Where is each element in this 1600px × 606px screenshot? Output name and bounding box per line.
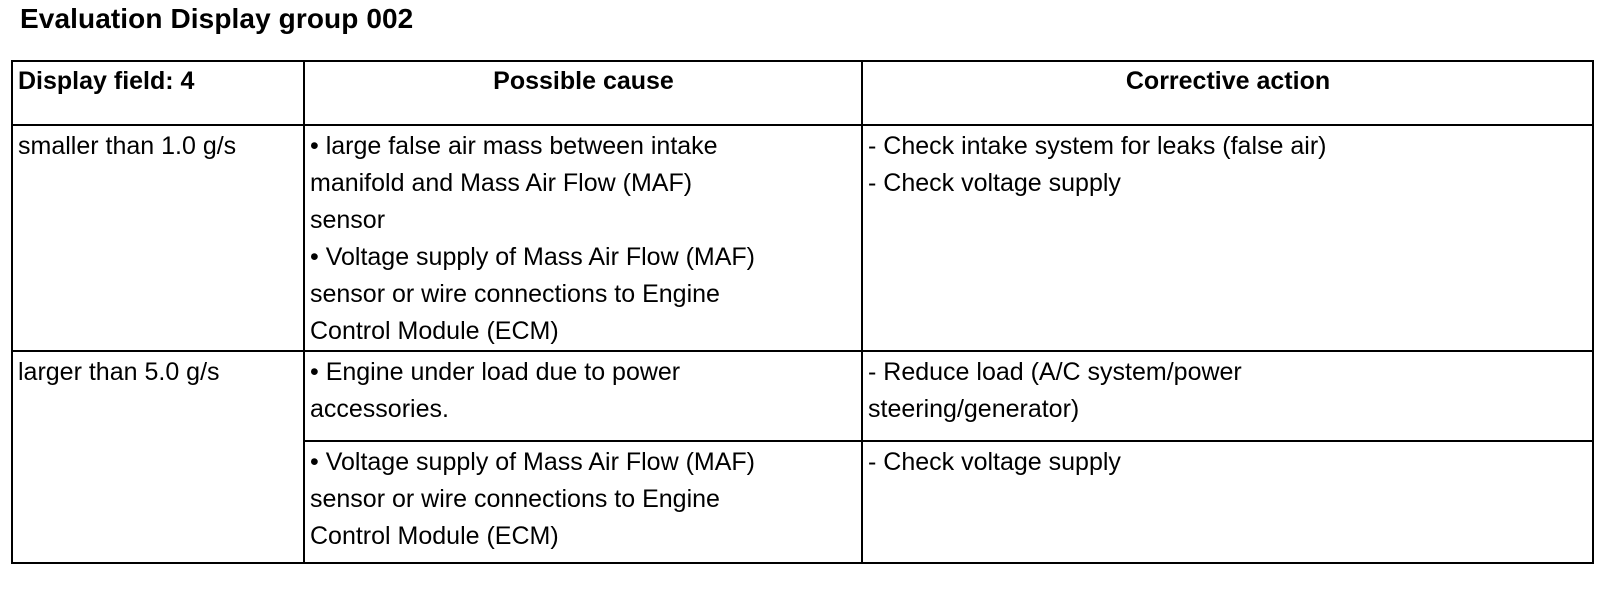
cause-line: sensor [310, 206, 386, 234]
possible-cause-cell [304, 441, 862, 563]
evaluation-table [11, 60, 1594, 564]
action-line: - Check voltage supply [868, 448, 1121, 476]
header-corrective-action: Corrective action [862, 61, 1593, 125]
table-header-row [12, 61, 1593, 125]
page-title: Evaluation Display group 002 [20, 3, 414, 34]
display-field-value: smaller than 1.0 g/s [18, 132, 237, 160]
cause-line: Control Module (ECM) [310, 522, 559, 550]
table-row [12, 351, 1593, 441]
cause-line: • Voltage supply of Mass Air Flow (MAF) [310, 448, 756, 476]
corrective-action-cell [862, 441, 1593, 563]
action-line: steering/generator) [868, 395, 1080, 423]
action-line: - Reduce load (A/C system/power [868, 358, 1242, 386]
cause-line: • large false air mass between intake [310, 132, 718, 160]
action-line: - Check intake system for leaks (false air) [868, 132, 1327, 160]
display-field-cell [12, 351, 304, 563]
cause-line: Control Module (ECM) [310, 317, 559, 345]
display-field-cell [12, 125, 304, 351]
action-line: - Check voltage supply [868, 169, 1121, 197]
cause-line: accessories. [310, 395, 449, 423]
display-field-value: larger than 5.0 g/s [18, 358, 220, 386]
header-possible-cause: Possible cause [304, 61, 862, 125]
possible-cause-cell [304, 351, 862, 441]
possible-cause-cell [304, 125, 862, 351]
cause-line: • Voltage supply of Mass Air Flow (MAF) [310, 243, 756, 271]
cause-line: sensor or wire connections to Engine [310, 280, 720, 308]
table-row [12, 125, 1593, 351]
corrective-action-cell [862, 351, 1593, 441]
cause-line: manifold and Mass Air Flow (MAF) [310, 169, 693, 197]
cause-line: sensor or wire connections to Engine [310, 485, 720, 513]
header-display-field: Display field: 4 [12, 61, 304, 125]
cause-line: • Engine under load due to power [310, 358, 681, 386]
corrective-action-cell [862, 125, 1593, 351]
